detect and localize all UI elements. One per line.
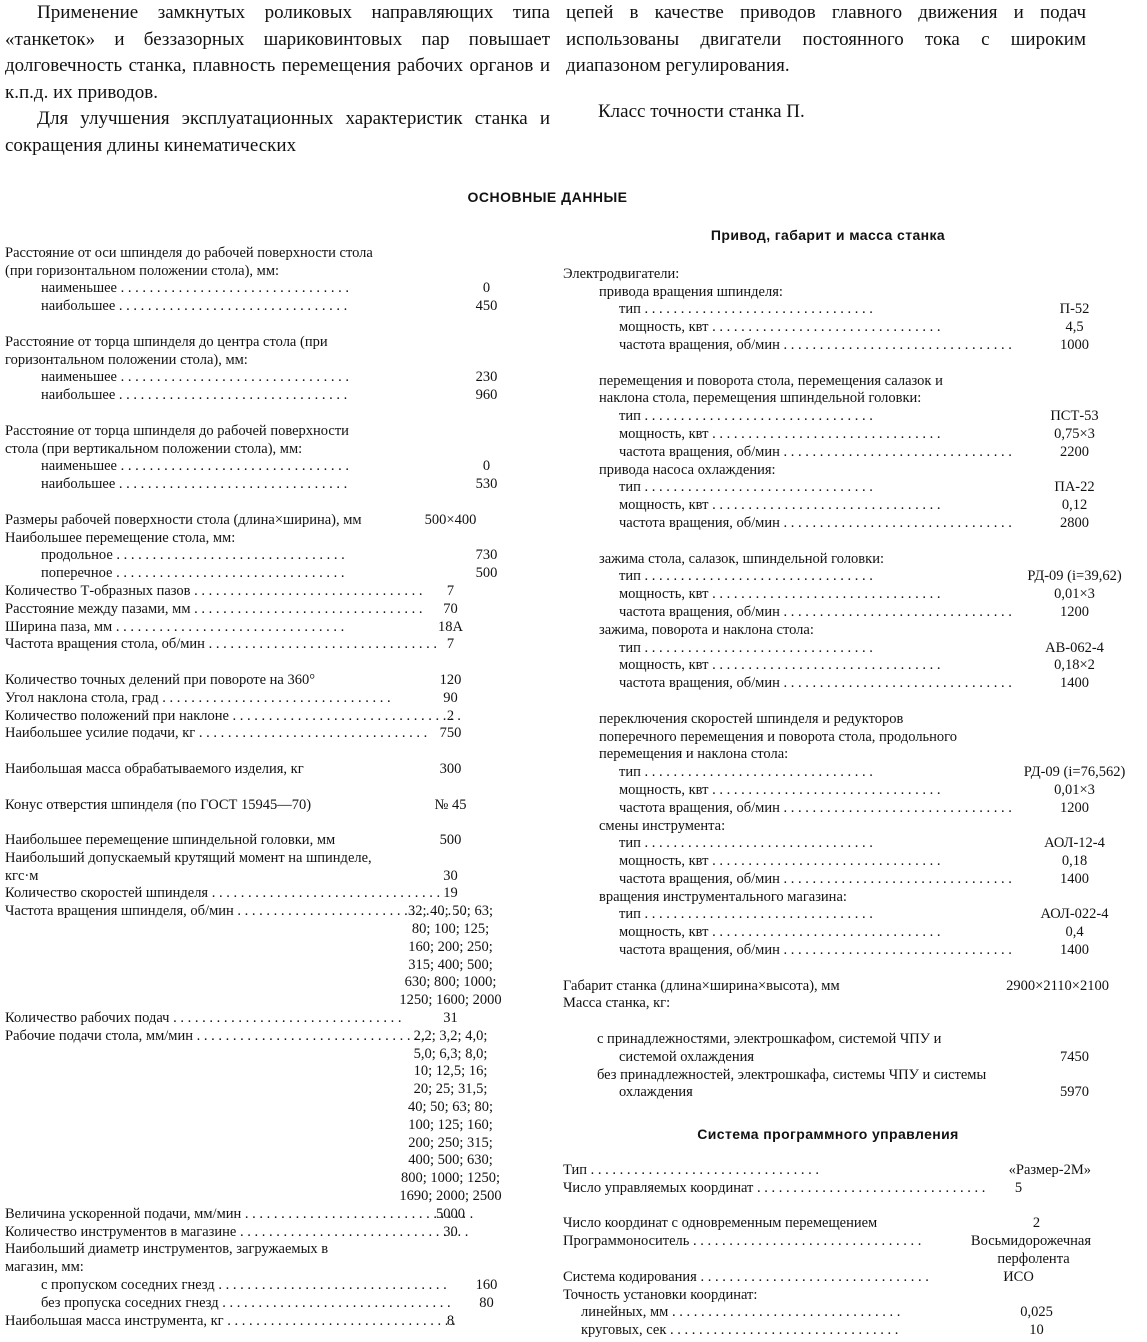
- spec-row: [563, 1322, 1093, 1340]
- spec-row: [5, 725, 525, 743]
- spec-row: [5, 1277, 525, 1295]
- spec-value: 0: [482, 458, 491, 475]
- spec-value: 7: [446, 582, 455, 599]
- spec-value: 200; 250; 315;: [408, 1134, 493, 1151]
- spec-label: наибольшее . . .: [5, 387, 419, 405]
- spec-value: 1000: [1060, 336, 1089, 353]
- spec-label: Расстояние от торца шпинделя до рабочей поверхности стола (при вертикальном положении стола), мм:: [5, 422, 349, 457]
- spec-value: 500×400: [424, 511, 477, 528]
- spec-value: 40; 50; 63; 80;: [408, 1099, 493, 1116]
- spec-label: Габарит станка (длина×ширина×высота), мм: [563, 977, 840, 994]
- spec-label: без пропуска соседних гнезд . . .: [5, 1295, 419, 1313]
- spec-value: 31: [443, 1010, 458, 1027]
- spec-value: 5970: [1060, 1084, 1089, 1101]
- spec-row: [563, 586, 1093, 604]
- spec-label: Наибольшая масса инструмента, кг . . .: [5, 1313, 383, 1331]
- spec-row: [5, 1010, 525, 1028]
- spec-value: П-52: [1059, 301, 1090, 318]
- spec-value: 0,18×2: [1054, 657, 1095, 674]
- spec-value: 2,2; 3,2; 4,0;: [413, 1027, 488, 1044]
- spec-label: Наибольшее перемещение стола, мм:: [5, 529, 236, 546]
- spec-value: 90: [443, 689, 458, 706]
- spec-label: тип . . .: [563, 479, 1002, 497]
- spec-label: без принадлежностей, электрошкафа, системы ЧПУ и системы охлаждения: [597, 1066, 987, 1101]
- spec-value-list: [383, 1028, 518, 1206]
- spec-label: наибольшее . . .: [5, 476, 419, 494]
- spec-value: 160: [475, 1277, 498, 1294]
- intro-paragraph: Для улучшения эксплуатационных характеристик станка и сокращения длины кинематических: [5, 108, 550, 156]
- spec-row: [5, 814, 525, 850]
- spec-label: Ширина паза, мм . . .: [5, 619, 383, 637]
- intro-left-column: [5, 0, 550, 159]
- spec-value: 0,12: [1061, 497, 1088, 514]
- spec-label: Наибольшее перемещение шпиндельной головки, мм: [5, 832, 336, 849]
- spec-value: 80: [479, 1294, 494, 1311]
- spec-row: [5, 387, 525, 405]
- spec-label: с принадлежностями, электрошкафом, системой ЧПУ и системой охлаждения: [597, 1031, 942, 1065]
- spec-value: 1400: [1060, 942, 1089, 959]
- spec-value: ПА-22: [1054, 479, 1095, 496]
- spec-label: частота вращения, об/мин . . .: [563, 515, 1002, 533]
- spec-value: 4,5: [1065, 319, 1084, 336]
- spec-row: [5, 1224, 525, 1242]
- spec-value: АОЛ-12-4: [1044, 835, 1105, 852]
- spec-value: перфолента: [997, 1251, 1070, 1268]
- spec-value: 630; 800; 1000;: [404, 974, 497, 991]
- spec-row: [5, 547, 525, 565]
- spec-row: [5, 1028, 525, 1206]
- spec-value: 7: [446, 636, 455, 653]
- spec-row: [563, 355, 1093, 408]
- spec-value: 0: [482, 280, 491, 297]
- spec-row: [563, 995, 1093, 1013]
- spec-label: наибольшее . . .: [5, 298, 419, 316]
- spec-row: [563, 533, 1093, 569]
- spec-row: [563, 408, 1099, 426]
- spec-value: ИСО: [1003, 1268, 1034, 1285]
- spec-row: [5, 227, 525, 280]
- spec-label: тип . . .: [563, 408, 1002, 426]
- spec-row: [5, 494, 525, 530]
- spec-label: мощность, квт . . .: [563, 497, 1002, 515]
- spec-value: 0,01×3: [1054, 781, 1095, 798]
- intro-right-column: [566, 0, 1086, 125]
- spec-row: [5, 850, 525, 886]
- intro-paragraph: Класс точности станка П.: [598, 100, 805, 122]
- spec-row: [5, 1206, 525, 1224]
- spec-label: частота вращения, об/мин . . .: [563, 942, 1002, 960]
- spec-row: [563, 337, 1093, 355]
- spec-label: привода вращения шпинделя:: [599, 283, 783, 300]
- spec-value: 1200: [1060, 603, 1089, 620]
- spec-row: [5, 708, 525, 726]
- spec-label: Тип . . .: [563, 1162, 946, 1180]
- spec-value: 0,025: [1020, 1304, 1053, 1321]
- intro-paragraph: Применение замкнутых роликовых направляющих типа «танкеток» и беззазорных шариковинтовых пар повышает долговечность станка, плавность перемещения рабочих органов и к.п.д. их приводов.: [5, 2, 550, 103]
- spec-row: [563, 301, 1093, 319]
- spec-label: переключения скоростей шпинделя и редукторов поперечного перемещения и поворота стола, продольного перемещения и наклона стола:: [599, 710, 958, 763]
- spec-label: частота вращения, об/мин . . .: [563, 604, 1002, 622]
- main-heading: ОСНОВНЫЕ ДАННЫЕ: [467, 189, 628, 205]
- spec-label: тип . . .: [563, 568, 1002, 586]
- spec-label: частота вращения, об/мин . . .: [563, 800, 1002, 818]
- spec-row: [5, 885, 525, 903]
- spec-row: [5, 405, 525, 458]
- spec-value: 160; 200; 250;: [408, 938, 493, 955]
- spec-value: 5: [1014, 1179, 1023, 1196]
- spec-label: круговых, сек . . .: [563, 1322, 964, 1340]
- spec-value: «Размер-2М»: [1008, 1162, 1091, 1179]
- spec-label: Число координат с одновременным перемещением: [563, 1215, 878, 1232]
- spec-row: [5, 316, 525, 369]
- spec-value: 730: [475, 547, 498, 564]
- spec-row: [5, 619, 525, 637]
- spec-row: [563, 675, 1093, 693]
- spec-label: привода насоса охлаждения:: [599, 461, 776, 478]
- spec-label: тип . . .: [563, 835, 1002, 853]
- spec-label: мощность, квт . . .: [563, 924, 1002, 942]
- spec-value: 100; 125; 160;: [408, 1116, 493, 1133]
- spec-value: 1400: [1060, 675, 1089, 692]
- spec-row: [563, 479, 1093, 497]
- spec-value: 1200: [1060, 799, 1089, 816]
- spec-label: Расстояние от оси шпинделя до рабочей поверхности стола (при горизонтальном положении стола), мм:: [5, 244, 373, 279]
- spec-label: Количество инструментов в магазине . . .: [5, 1224, 383, 1242]
- spec-value-list: [946, 1233, 1093, 1269]
- spec-row: [563, 657, 1093, 675]
- spec-label: мощность, квт . . .: [563, 426, 1002, 444]
- spec-value: 70: [443, 600, 458, 617]
- spec-value: 30: [443, 867, 458, 884]
- spec-label: мощность, квт . . .: [563, 853, 1002, 871]
- spec-value: 5,0; 6,3; 8,0;: [413, 1045, 488, 1062]
- spec-label: Количество рабочих подач . . .: [5, 1010, 383, 1028]
- spec-value: 10: [1029, 1322, 1044, 1339]
- spec-label: мощность, квт . . .: [563, 782, 1002, 800]
- spec-row: [563, 800, 1093, 818]
- spec-label: Наибольшая масса обрабатываемого изделия, кг: [5, 760, 304, 777]
- spec-label: Конус отверстия шпинделя (по ГОСТ 15945—70): [5, 796, 312, 813]
- spec-value: 10; 12,5; 16;: [413, 1063, 488, 1080]
- spec-label: зажима, поворота и наклона стола:: [599, 621, 814, 638]
- spec-label: тип . . .: [563, 301, 1002, 319]
- spec-row: [563, 515, 1093, 533]
- spec-table-right: [563, 227, 1126, 1340]
- spec-label: Электродвигатели:: [563, 265, 680, 282]
- spec-value: 530: [475, 476, 498, 493]
- spec-row: [563, 818, 1093, 836]
- spec-label: Величина ускоренной подачи, мм/мин . . .: [5, 1206, 383, 1224]
- spec-value: 19: [443, 885, 458, 902]
- spec-value: 2: [1032, 1215, 1041, 1232]
- spec-value: 0,01×3: [1054, 586, 1095, 603]
- spec-value: 0,4: [1065, 924, 1084, 941]
- spec-label: мощность, квт . . .: [563, 586, 1002, 604]
- spec-label: Число управляемых координат . . .: [563, 1180, 946, 1198]
- spec-row: [5, 1295, 525, 1313]
- spec-row: [5, 601, 525, 619]
- spec-value: 20; 25; 31,5;: [413, 1081, 488, 1098]
- spec-value: Восьмидорожечная: [970, 1233, 1091, 1250]
- spec-row: [563, 284, 1093, 302]
- spec-label: Количество точных делений при повороте на 360°: [5, 671, 316, 688]
- spec-row: [563, 1269, 1093, 1287]
- spec-value: 0,75×3: [1054, 425, 1095, 442]
- spec-value: РД-09 (i=76,562): [1023, 764, 1126, 781]
- spec-row: [5, 583, 525, 601]
- spec-label: Наибольшее усилие подачи, кг . . .: [5, 725, 383, 743]
- spec-row: [563, 1013, 1093, 1066]
- spec-value: 450: [475, 298, 498, 315]
- spec-row: [563, 604, 1093, 622]
- spec-row: [563, 319, 1093, 337]
- spec-label: линейных, мм . . .: [563, 1304, 964, 1322]
- spec-label: вращения инструментального магазина:: [599, 888, 847, 905]
- spec-value: 30: [443, 1223, 458, 1240]
- spec-value: 32; 40; 50; 63;: [408, 903, 493, 920]
- spec-label: наименьшее . . .: [5, 458, 419, 476]
- spec-row: [563, 1304, 1093, 1322]
- spec-label: Угол наклона стола, град . . .: [5, 690, 383, 708]
- spec-label: зажима стола, салазок, шпиндельной головки:: [599, 550, 884, 567]
- spec-row: [5, 1241, 525, 1277]
- spec-label: продольное . . .: [5, 547, 419, 565]
- spec-row: [563, 1233, 1093, 1269]
- spec-label: Наибольший диаметр инструментов, загружаемых в магазин, мм:: [5, 1241, 329, 1276]
- spec-label: Частота вращения шпинделя, об/мин . . .: [5, 903, 383, 921]
- spec-value: 2200: [1060, 443, 1089, 460]
- spec-row: [5, 298, 525, 316]
- spec-row: [5, 654, 525, 690]
- spec-value: № 45: [434, 796, 467, 813]
- spec-row: [563, 462, 1093, 480]
- spec-label: Рабочие подачи стола, мм/мин . . .: [5, 1028, 383, 1046]
- spec-row: [563, 906, 1109, 924]
- spec-label: Точность установки координат:: [563, 1286, 758, 1303]
- spec-row: [5, 565, 525, 583]
- spec-row: [563, 568, 1122, 586]
- spec-value: 18А: [438, 618, 463, 635]
- spec-value-list: [383, 903, 518, 1010]
- spec-row: [563, 1162, 1093, 1180]
- spec-row: [563, 960, 1109, 996]
- spec-value: 500: [475, 565, 498, 582]
- spec-row: [5, 1313, 525, 1331]
- spec-value: 1400: [1060, 870, 1089, 887]
- spec-row: [563, 889, 1093, 907]
- spec-value: 960: [475, 387, 498, 404]
- spec-label: наименьшее . . .: [5, 280, 419, 298]
- spec-row: [563, 1180, 1093, 1198]
- spec-value: 800; 1000; 1250;: [400, 1170, 501, 1187]
- spec-value: 1690; 2000; 2500: [399, 1188, 502, 1205]
- spec-row: [563, 835, 1105, 853]
- section-heading: Система программного управления: [697, 1126, 959, 1143]
- spec-label: поперечное . . .: [5, 565, 419, 583]
- spec-value: 500: [439, 832, 462, 849]
- spec-value: 315; 400; 500;: [408, 956, 493, 973]
- spec-row: [563, 639, 1104, 658]
- spec-value: 300: [439, 760, 462, 777]
- spec-value: 8: [446, 1312, 455, 1329]
- spec-row: [563, 266, 1093, 284]
- spec-row: [563, 1067, 1093, 1103]
- spec-label: мощность, квт . . .: [563, 319, 1002, 337]
- spec-row: [563, 1198, 1093, 1234]
- spec-label: тип . . .: [563, 764, 1002, 782]
- spec-label: Расстояние между пазами, мм . . .: [5, 601, 383, 619]
- spec-table-left: [5, 227, 525, 1330]
- spec-row: [5, 369, 525, 387]
- spec-label: тип . . .: [563, 640, 1002, 658]
- spec-value: 750: [439, 725, 462, 742]
- intro-paragraph: цепей в качестве приводов главного движения и подач использованы двигатели постоянного тока с широким диапазоном регулирования.: [566, 2, 1086, 76]
- spec-value: 1250; 1600; 2000: [399, 992, 502, 1009]
- spec-value: 2800: [1060, 514, 1089, 531]
- spec-value: 2900×2110×2100: [1006, 977, 1109, 994]
- spec-value: АВ-062-4: [1045, 639, 1104, 656]
- spec-value: АОЛ-022-4: [1040, 906, 1109, 923]
- spec-label: смены инструмента:: [599, 817, 726, 834]
- spec-value: 120: [439, 671, 462, 688]
- spec-label: частота вращения, об/мин . . .: [563, 871, 1002, 889]
- spec-value: РД-09 (i=39,62): [1027, 568, 1122, 585]
- spec-row: [563, 942, 1093, 960]
- spec-label: частота вращения, об/мин . . .: [563, 675, 1002, 693]
- spec-value: 80; 100; 125;: [411, 921, 490, 938]
- section-heading: Привод, габарит и масса станка: [710, 227, 946, 243]
- spec-row: [563, 1287, 1093, 1305]
- spec-value: 5000: [436, 1205, 465, 1222]
- spec-row: [563, 497, 1093, 515]
- spec-row: [5, 476, 525, 494]
- spec-label: Размеры рабочей поверхности стола (длина×ширина), мм: [5, 511, 362, 528]
- spec-label: с пропуском соседних гнезд . . .: [5, 1277, 419, 1295]
- spec-label: Наибольший допускаемый крутящий момент на шпинделе, кгс·м: [5, 849, 372, 884]
- spec-row: [5, 530, 525, 548]
- spec-label: Количество скоростей шпинделя . . .: [5, 885, 383, 903]
- spec-row: [5, 690, 525, 708]
- spec-row: [5, 903, 525, 1010]
- spec-row: [563, 924, 1093, 942]
- spec-label: перемещения и поворота стола, перемещения салазок и наклона стола, перемещения шпиндельной головки:: [599, 372, 943, 407]
- spec-value: 2: [446, 707, 455, 724]
- spec-label: Частота вращения стола, об/мин . . .: [5, 636, 383, 654]
- spec-value: ПСТ-53: [1050, 408, 1099, 425]
- spec-label: частота вращения, об/мин . . .: [563, 444, 1002, 462]
- spec-row: [563, 782, 1093, 800]
- spec-label: Система кодирования . . .: [563, 1269, 946, 1287]
- spec-label: Программоноситель . . .: [563, 1233, 946, 1251]
- spec-row: [563, 871, 1093, 889]
- spec-value: 7450: [1060, 1048, 1089, 1065]
- spec-row: [563, 444, 1093, 462]
- spec-label: тип . . .: [563, 906, 1002, 924]
- spec-value: 0,18: [1061, 853, 1088, 870]
- spec-row: [563, 853, 1093, 871]
- spec-row: [5, 779, 525, 815]
- spec-row: [563, 693, 1093, 764]
- spec-value: 400; 500; 630;: [408, 1152, 493, 1169]
- spec-row: [5, 458, 525, 476]
- spec-label: Расстояние от торца шпинделя до центра стола (при горизонтальном положении стола), мм:: [5, 333, 328, 368]
- spec-label: частота вращения, об/мин . . .: [563, 337, 1002, 355]
- spec-value: 230: [475, 369, 498, 386]
- spec-label: наименьшее . . .: [5, 369, 419, 387]
- spec-label: Количество Т-образных пазов . . .: [5, 583, 383, 601]
- spec-row: [563, 764, 1126, 782]
- spec-row: [5, 636, 525, 654]
- spec-label: мощность, квт . . .: [563, 657, 1002, 675]
- spec-label: Количество положений при наклоне . . .: [5, 708, 383, 726]
- spec-row: [563, 426, 1093, 444]
- spec-row: [5, 280, 525, 298]
- spec-label: Масса станка, кг:: [563, 995, 671, 1012]
- spec-row: [5, 743, 525, 779]
- spec-row: [563, 622, 1093, 640]
